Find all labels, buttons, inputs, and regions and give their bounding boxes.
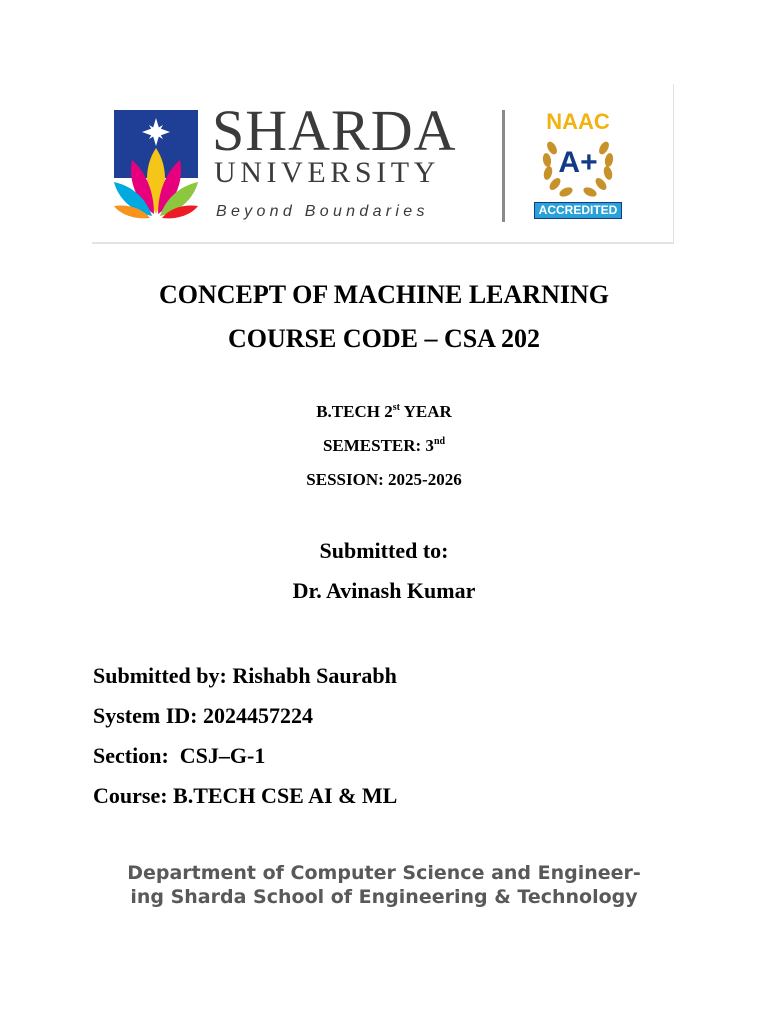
semester-line xyxy=(0,435,768,457)
university-banner xyxy=(92,84,674,244)
banner-divider xyxy=(502,110,505,222)
section: Section: CSJ–G-1 xyxy=(93,743,266,768)
session-line: SESSION: 2025-2026 xyxy=(306,470,462,489)
naac-badge xyxy=(528,110,628,222)
naac-grade: A+ xyxy=(558,146,598,179)
submitted-to-label: Submitted to: xyxy=(319,538,449,563)
year-superscript: st xyxy=(392,402,400,413)
year-suffix: YEAR xyxy=(399,402,452,421)
naac-accredited-ribbon: ACCREDITED xyxy=(534,202,622,219)
naac-title: NAAC xyxy=(546,109,610,134)
sharda-lotus-logo xyxy=(114,110,198,220)
department-line-1: Department of Computer Science and Engineer- xyxy=(127,862,641,884)
university-name: SHARDA xyxy=(212,98,457,163)
year-line xyxy=(0,401,768,423)
semester-superscript: nd xyxy=(433,436,446,447)
year-prefix: B.TECH 2 xyxy=(316,402,393,421)
system-id: System ID: 2024457224 xyxy=(93,703,313,728)
university-subtitle: UNIVERSITY xyxy=(214,156,440,189)
semester-prefix: SEMESTER: 3 xyxy=(322,436,434,455)
submitted-by: Submitted by: Rishabh Saurabh xyxy=(93,663,397,688)
submitted-to-name: Dr. Avinash Kumar xyxy=(292,578,476,603)
course-title: CONCEPT OF MACHINE LEARNING xyxy=(159,280,609,309)
department-line-2: ing Sharda School of Engineering & Technology xyxy=(130,886,638,908)
university-tagline: Beyond Boundaries xyxy=(216,203,429,220)
course-code: COURSE CODE – CSA 202 xyxy=(227,324,541,353)
course: Course: B.TECH CSE AI & ML xyxy=(93,783,398,808)
